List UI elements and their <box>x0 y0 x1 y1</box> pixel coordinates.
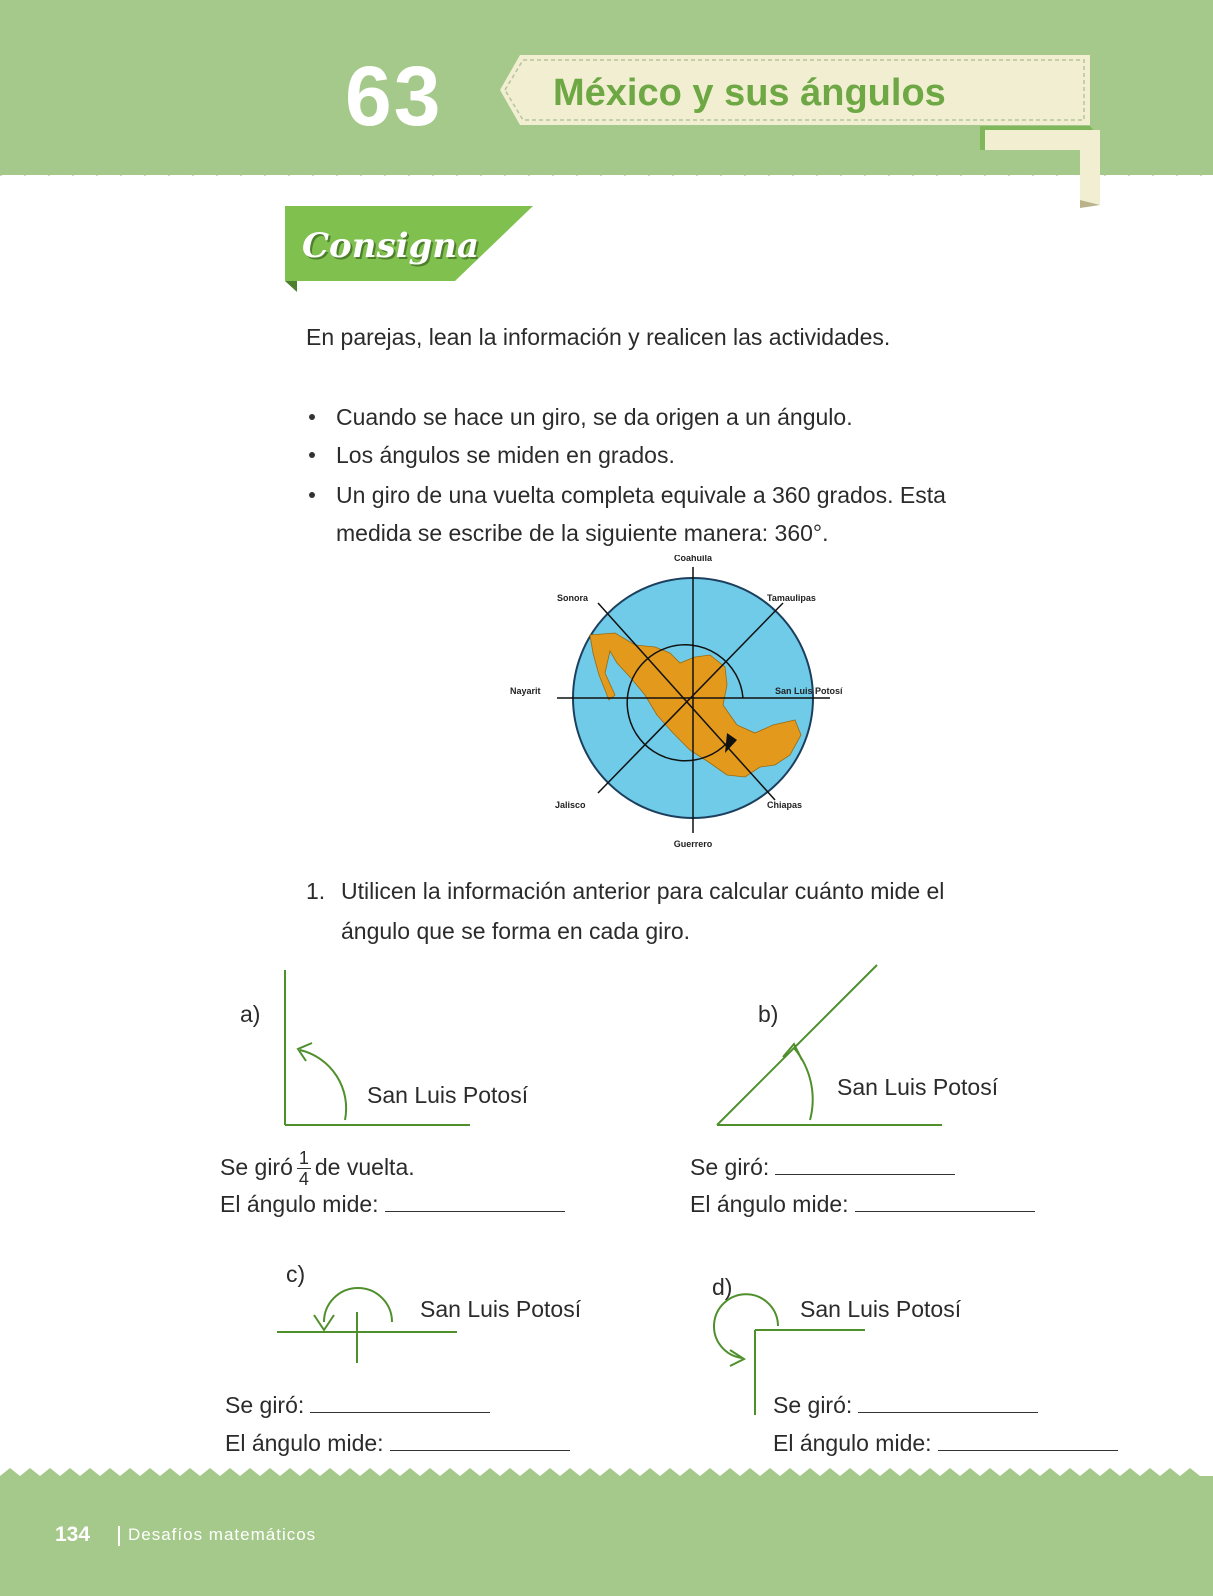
label-southwest: Jalisco <box>555 800 586 810</box>
answer-blank[interactable] <box>775 1154 955 1175</box>
exercise-d-place: San Luis Potosí <box>800 1296 962 1322</box>
label-west: Nayarit <box>510 686 541 696</box>
exercise-a-angle: El ángulo mide: <box>220 1185 565 1223</box>
exercise-a-turned: Se giró $\frac{1}{4}$ de vuelta. <box>220 1148 415 1190</box>
bullet-dot <box>309 414 315 420</box>
lesson-number: 63 <box>345 49 443 143</box>
exercise-b-angle: El ángulo mide: <box>690 1185 1035 1223</box>
label-northeast: Tamaulipas <box>767 593 816 603</box>
exercise-d-angle: El ángulo mide: <box>773 1424 1118 1462</box>
exercise-a-label: a) <box>240 1001 261 1027</box>
exercise-d-turned: Se giró: <box>773 1386 1038 1424</box>
exercise-c-place: San Luis Potosí <box>420 1296 582 1322</box>
answer-blank[interactable] <box>938 1430 1118 1451</box>
exercise-c-label: c) <box>286 1261 306 1287</box>
answer-blank[interactable] <box>855 1191 1035 1212</box>
bullet-dot <box>309 492 315 498</box>
exercise-b-turned: Se giró: <box>690 1148 955 1186</box>
fraction: $\frac{1}{4}$ <box>298 1148 309 1190</box>
label-north: Coahuila <box>673 555 713 563</box>
footer-separator <box>118 1526 120 1546</box>
label-east: San Luis Potosí <box>775 686 843 696</box>
answer-blank[interactable] <box>385 1191 565 1212</box>
question-number: 1. <box>306 878 326 904</box>
instructions-text: En parejas, lean la información y realicen las actividades. <box>306 324 891 350</box>
question-line: ángulo que se forma en cada giro. <box>341 918 691 944</box>
answer-blank[interactable] <box>858 1392 1038 1413</box>
book-title: Desafíos matemáticos <box>128 1525 317 1544</box>
label-southeast: Chiapas <box>767 800 803 810</box>
footer-zigzag <box>0 1468 1213 1482</box>
exercise-b-place: San Luis Potosí <box>837 1074 999 1100</box>
consigna-label: Consigna <box>302 226 480 266</box>
bullet-text-continuation: medida se escribe de la siguiente manera: 360°. <box>336 520 829 546</box>
exercise-c-turned: Se giró: <box>225 1386 490 1424</box>
exercise-d-label: d) <box>712 1274 733 1300</box>
bullet-text: Un giro de una vuelta completa equivale a 360 grados. Esta <box>336 482 946 508</box>
label-northwest: Sonora <box>557 593 589 603</box>
bullet-dot <box>309 452 315 458</box>
bullet-text: Los ángulos se miden en grados. <box>336 442 675 468</box>
exercise-c-angle: El ángulo mide: <box>225 1424 570 1462</box>
mexico-compass-diagram <box>505 555 890 867</box>
lesson-title: México y sus ángulos <box>553 72 946 114</box>
question-line: Utilicen la información anterior para calcular cuánto mide el <box>341 878 945 904</box>
page-number: 134 <box>55 1523 91 1546</box>
answer-blank[interactable] <box>390 1430 570 1451</box>
bullet-text: Cuando se hace un giro, se da origen a un ángulo. <box>336 404 853 430</box>
label-south: Guerrero <box>673 839 713 849</box>
exercise-b-label: b) <box>758 1001 779 1027</box>
answer-blank[interactable] <box>310 1392 490 1413</box>
title-ribbon <box>480 40 1160 210</box>
exercise-a-place: San Luis Potosí <box>367 1082 529 1108</box>
